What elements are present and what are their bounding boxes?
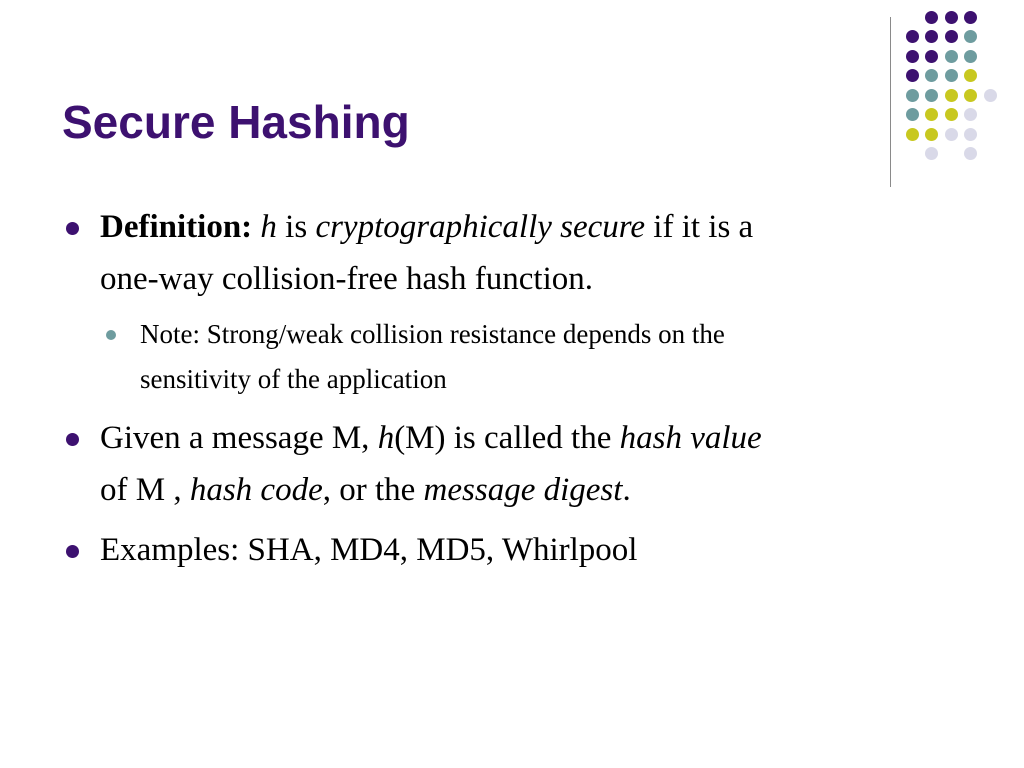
text-segment: . <box>622 472 631 508</box>
decorative-dot <box>906 128 919 141</box>
bullet-examples: Examples: SHA, MD4, MD5, Whirlpool <box>100 532 638 568</box>
emphasis-cryptographically-secure: cryptographically secure <box>315 209 646 245</box>
title-divider <box>890 17 891 187</box>
sub-bullet-marker-icon <box>106 330 116 340</box>
decorative-dot <box>964 147 977 160</box>
decorative-dot <box>925 50 938 63</box>
definition-label: Definition: <box>100 209 253 245</box>
decorative-dot <box>906 50 919 63</box>
text-segment: sensitivity of the application <box>140 364 447 394</box>
decorative-dot <box>945 108 958 121</box>
slide-title: Secure Hashing <box>62 96 410 148</box>
bullet-given-message <box>100 412 980 516</box>
decorative-dot <box>925 89 938 102</box>
bullet-marker-icon <box>66 545 79 558</box>
decorative-dot <box>984 89 997 102</box>
bullet-marker-icon <box>66 433 79 446</box>
decorative-dot <box>925 147 938 160</box>
text-segment: of M , <box>100 472 190 508</box>
decorative-dot <box>964 89 977 102</box>
text-segment: one-way collision-free hash function. <box>100 261 594 297</box>
decorative-dot <box>964 108 977 121</box>
decorative-dot <box>925 30 938 43</box>
decorative-dot <box>925 128 938 141</box>
decorative-dot <box>906 69 919 82</box>
emphasis-hash-code: hash code <box>189 472 323 508</box>
text-segment: , or the <box>322 472 424 508</box>
decorative-dot <box>945 89 958 102</box>
text-segment: Given a message M, <box>100 420 378 456</box>
decorative-dot <box>964 128 977 141</box>
decorative-dot <box>945 128 958 141</box>
decorative-dot <box>964 30 977 43</box>
decorative-dot <box>925 11 938 24</box>
hash-function-symbol: h <box>260 209 277 245</box>
text-segment: Note: Strong/weak collision resistance depends on the <box>140 319 725 349</box>
decorative-dot <box>906 108 919 121</box>
decorative-dot <box>945 11 958 24</box>
text-segment: is <box>276 209 316 245</box>
decorative-dot <box>964 11 977 24</box>
decorative-dot <box>945 30 958 43</box>
sub-bullet-note <box>140 312 980 402</box>
emphasis-hash-value: hash value <box>619 420 762 456</box>
decorative-dot <box>925 69 938 82</box>
decorative-dot <box>945 69 958 82</box>
bullet-definition <box>100 201 980 305</box>
hash-function-symbol: h <box>377 420 395 456</box>
decorative-dot <box>906 89 919 102</box>
decorative-dot <box>964 50 977 63</box>
text-segment: (M) is called the <box>394 420 620 456</box>
decorative-dot <box>906 30 919 43</box>
text-segment: if it is a <box>645 209 754 245</box>
decorative-dot <box>925 108 938 121</box>
emphasis-message-digest: message digest <box>423 472 623 508</box>
decorative-dot <box>945 50 958 63</box>
decorative-dot <box>964 69 977 82</box>
bullet-marker-icon <box>66 222 79 235</box>
